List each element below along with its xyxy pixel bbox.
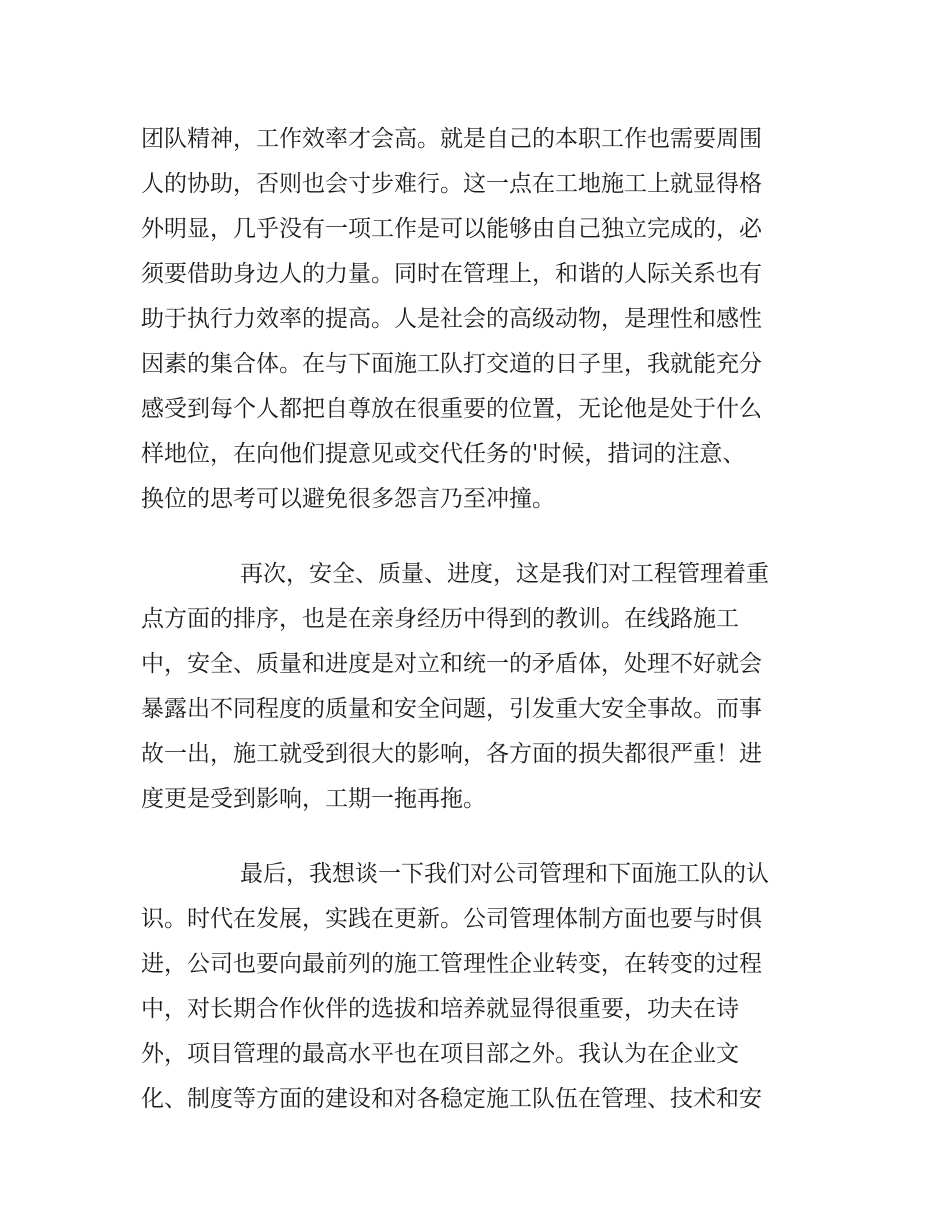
paragraph-line: 换位的思考可以避免很多怨言乃至冲撞。 xyxy=(141,486,555,512)
paragraph-line: 进，公司也要向最前列的施工管理性企业转变，在转变的过程 xyxy=(141,951,762,977)
paragraph-line: 人的协助，否则也会寸步难行。这一点在工地施工上就显得格 xyxy=(141,171,762,197)
paragraph-first-line: 最后，我想谈一下我们对公司管理和下面施工队的认 xyxy=(240,861,769,887)
paragraph-line: 暴露出不同程度的质量和安全问题，引发重大安全事故。而事 xyxy=(141,696,762,722)
paragraph-line: 外明显，几乎没有一项工作是可以能够由自己独立完成的，必 xyxy=(141,216,762,242)
paragraph-line: 化、制度等方面的建设和对各稳定施工队伍在管理、技术和安 xyxy=(141,1086,762,1112)
paragraph-first-line: 再次，安全、质量、进度，这是我们对工程管理着重 xyxy=(240,561,769,587)
paragraph-line: 识。时代在发展，实践在更新。公司管理体制方面也要与时俱 xyxy=(141,906,762,932)
paragraph-line: 度更是受到影响，工期一拖再拖。 xyxy=(141,786,486,812)
paragraph-line: 须要借助身边人的力量。同时在管理上，和谐的人际关系也有 xyxy=(141,261,762,287)
paragraph-line: 样地位，在向他们提意见或交代任务的'时候，措词的注意、 xyxy=(141,441,746,467)
paragraph-line: 助于执行力效率的提高。人是社会的高级动物，是理性和感性 xyxy=(141,306,762,332)
paragraph-line: 点方面的排序，也是在亲身经历中得到的教训。在线路施工 xyxy=(141,606,739,632)
paragraph-line: 外，项目管理的最高水平也在项目部之外。我认为在企业文 xyxy=(141,1041,739,1067)
paragraph-line: 故一出，施工就受到很大的影响，各方面的损失都很严重！进 xyxy=(141,741,762,767)
paragraph-line: 感受到每个人都把自尊放在很重要的位置，无论他是处于什么 xyxy=(141,396,762,422)
paragraph-line: 中，安全、质量和进度是对立和统一的矛盾体，处理不好就会 xyxy=(141,651,762,677)
paragraph-line: 中，对长期合作伙伴的选拔和培养就显得很重要，功夫在诗 xyxy=(141,996,739,1022)
paragraph-line: 因素的集合体。在与下面施工队打交道的日子里，我就能充分 xyxy=(141,351,762,377)
paragraph-line: 团队精神，工作效率才会高。就是自己的本职工作也需要周围 xyxy=(141,126,762,152)
